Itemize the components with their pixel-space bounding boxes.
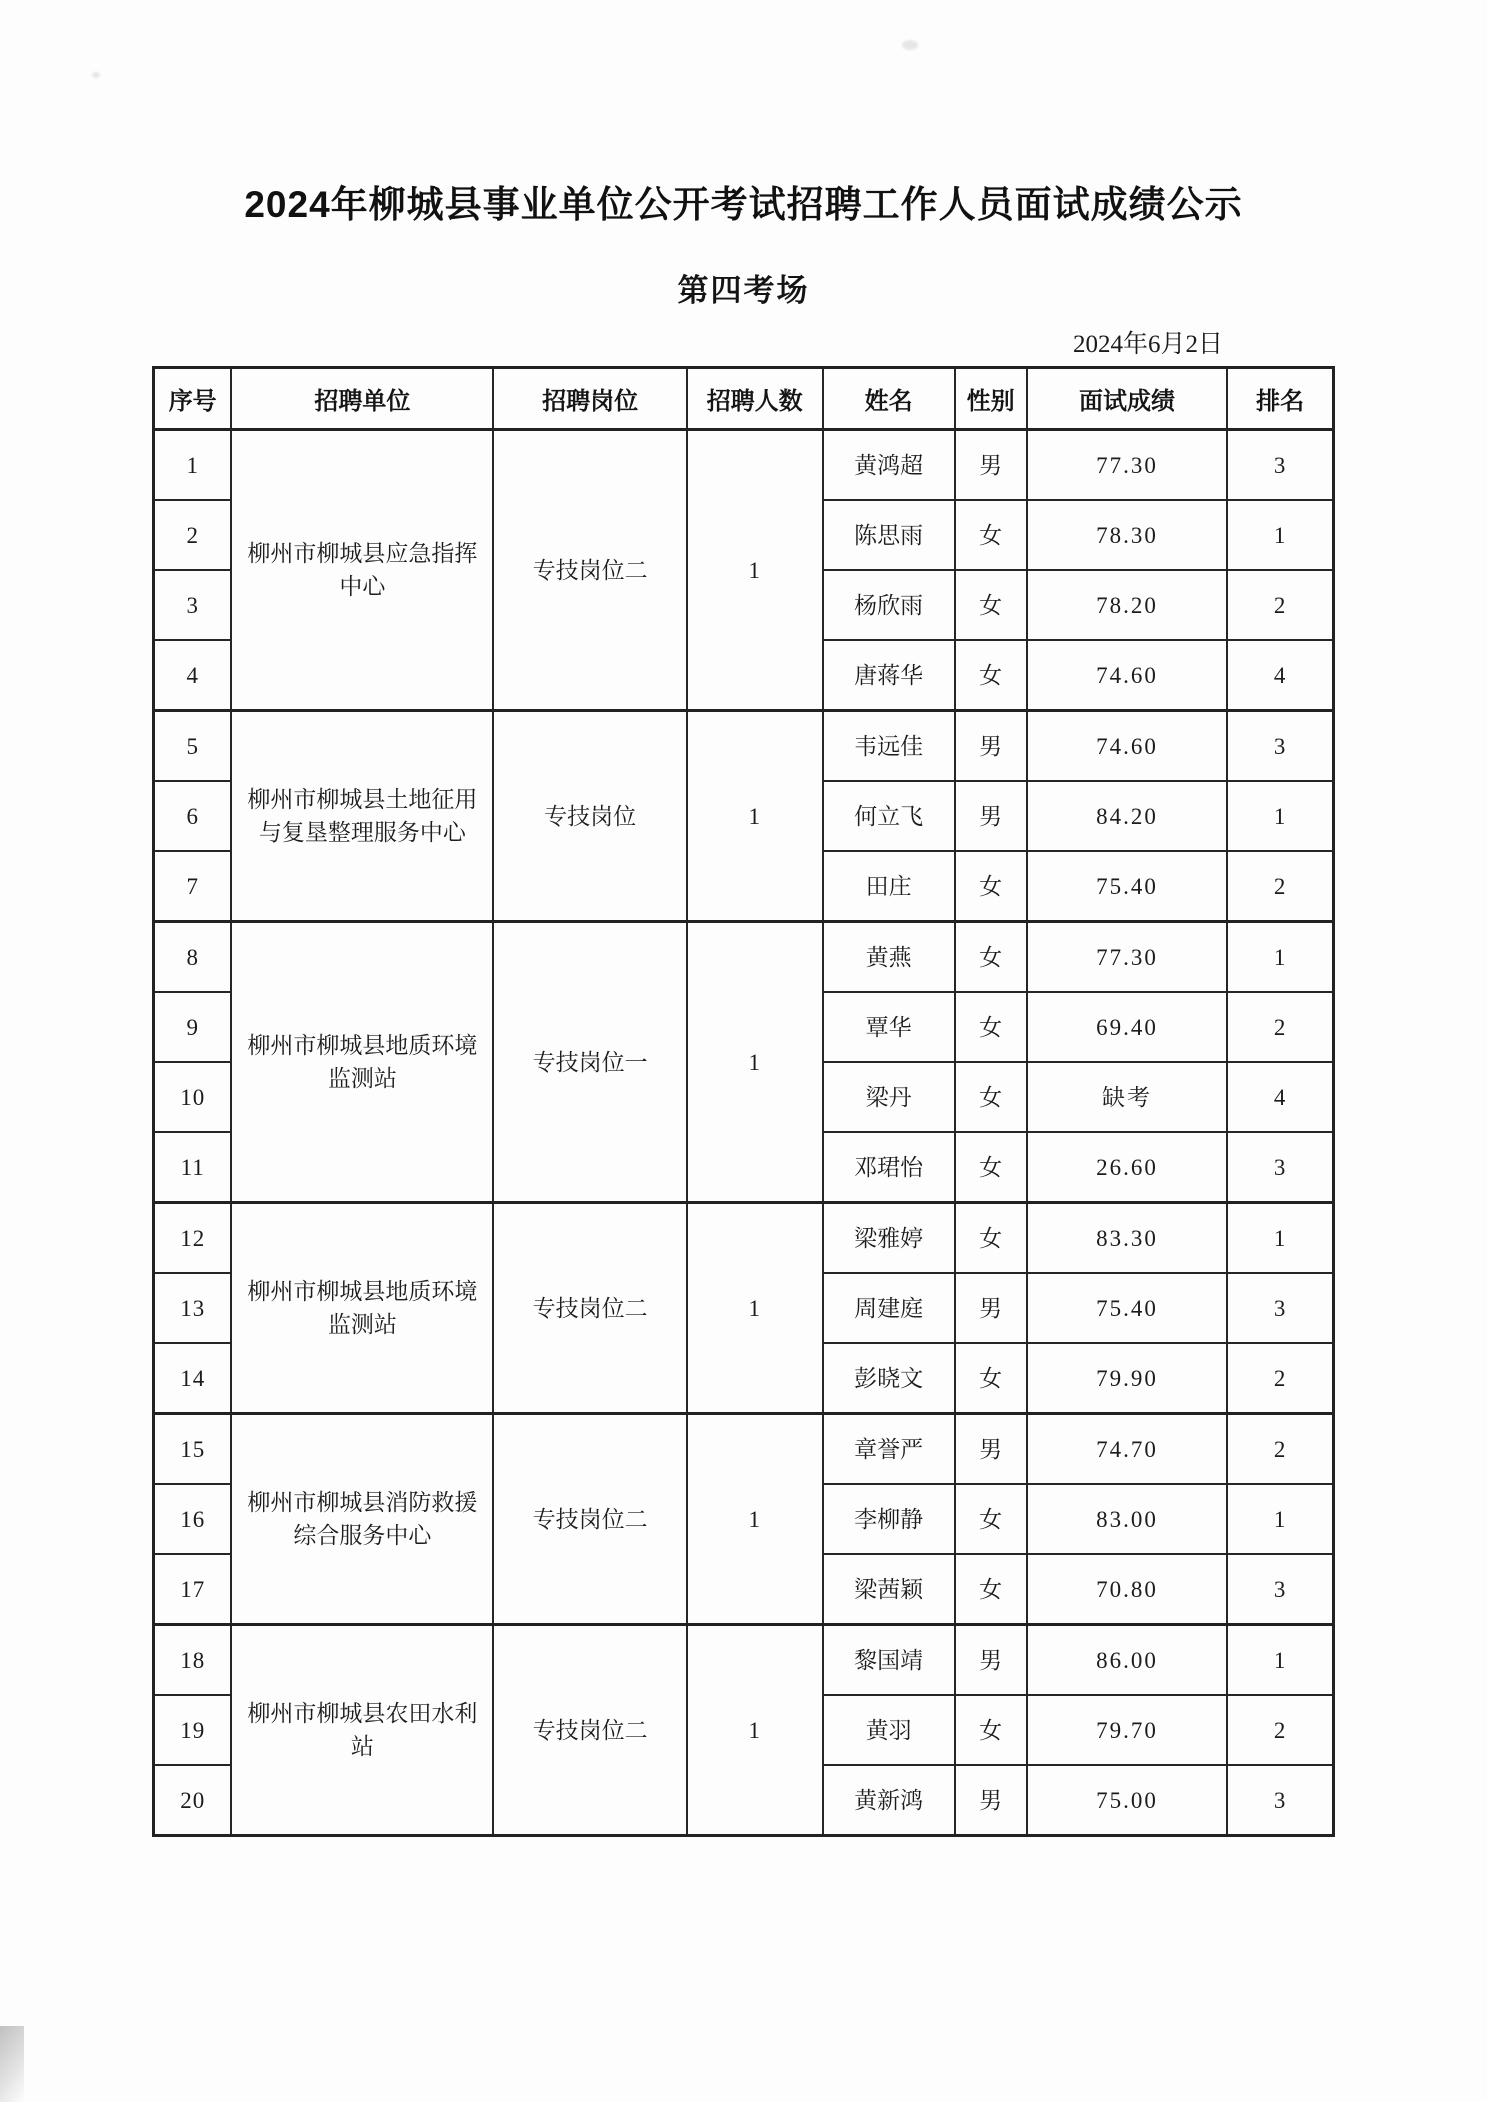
cell-rank: 1 — [1227, 781, 1333, 851]
cell-recruiting-unit: 柳州市柳城县地质环境监测站 — [231, 1203, 493, 1414]
cell-interview-score: 75.40 — [1027, 851, 1228, 922]
cell-rank: 1 — [1227, 1203, 1333, 1274]
cell-candidate-name: 黎国靖 — [823, 1625, 955, 1696]
cell-interview-score: 75.00 — [1027, 1765, 1228, 1836]
cell-gender: 女 — [955, 1203, 1027, 1274]
cell-candidate-name: 邓珺怡 — [823, 1132, 955, 1203]
cell-recruiting-unit: 柳州市柳城县消防救援综合服务中心 — [231, 1414, 493, 1625]
cell-rank: 1 — [1227, 922, 1333, 993]
cell-candidate-name: 黄鸿超 — [823, 430, 955, 501]
cell-candidate-name: 何立飞 — [823, 781, 955, 851]
cell-candidate-name: 黄羽 — [823, 1695, 955, 1765]
cell-gender: 男 — [955, 1765, 1027, 1836]
cell-rank: 3 — [1227, 1554, 1333, 1625]
cell-gender: 女 — [955, 1484, 1027, 1554]
cell-rank: 2 — [1227, 1414, 1333, 1485]
cell-rank: 3 — [1227, 430, 1333, 501]
cell-recruiting-unit: 柳州市柳城县应急指挥中心 — [231, 430, 493, 711]
cell-index: 4 — [154, 640, 232, 711]
cell-position: 专技岗位一 — [493, 922, 687, 1203]
cell-index: 11 — [154, 1132, 232, 1203]
cell-index: 3 — [154, 570, 232, 640]
cell-candidate-name: 梁丹 — [823, 1062, 955, 1132]
cell-index: 6 — [154, 781, 232, 851]
col-header-name: 姓名 — [823, 368, 955, 430]
cell-gender: 女 — [955, 992, 1027, 1062]
cell-interview-score: 26.60 — [1027, 1132, 1228, 1203]
table-row — [154, 711, 1334, 782]
cell-index: 13 — [154, 1273, 232, 1343]
cell-index: 8 — [154, 922, 232, 993]
cell-gender: 女 — [955, 851, 1027, 922]
document-page — [152, 0, 1335, 1837]
col-header-openings: 招聘人数 — [687, 368, 823, 430]
table-row — [154, 430, 1334, 501]
cell-openings: 1 — [687, 1625, 823, 1836]
cell-index: 9 — [154, 992, 232, 1062]
cell-recruiting-unit: 柳州市柳城县土地征用与复垦整理服务中心 — [231, 711, 493, 922]
col-header-index: 序号 — [154, 368, 232, 430]
table-row — [154, 1414, 1334, 1485]
cell-rank: 3 — [1227, 1132, 1333, 1203]
cell-index: 12 — [154, 1203, 232, 1274]
cell-recruiting-unit: 柳州市柳城县农田水利站 — [231, 1625, 493, 1836]
cell-openings: 1 — [687, 1414, 823, 1625]
col-header-rank: 排名 — [1227, 368, 1333, 430]
cell-candidate-name: 唐蒋华 — [823, 640, 955, 711]
cell-candidate-name: 陈思雨 — [823, 500, 955, 570]
cell-candidate-name: 田庄 — [823, 851, 955, 922]
cell-interview-score: 69.40 — [1027, 992, 1228, 1062]
cell-candidate-name: 覃华 — [823, 992, 955, 1062]
cell-index: 17 — [154, 1554, 232, 1625]
cell-index: 5 — [154, 711, 232, 782]
exam-room-subtitle: 第四考场 — [677, 273, 810, 309]
cell-index: 18 — [154, 1625, 232, 1696]
cell-interview-score: 74.60 — [1027, 711, 1228, 782]
cell-rank: 1 — [1227, 1484, 1333, 1554]
cell-index: 19 — [154, 1695, 232, 1765]
cell-openings: 1 — [687, 922, 823, 1203]
cell-interview-score: 74.70 — [1027, 1414, 1228, 1485]
cell-index: 10 — [154, 1062, 232, 1132]
cell-rank: 2 — [1227, 1343, 1333, 1414]
table-body — [154, 430, 1334, 1836]
cell-candidate-name: 彭晓文 — [823, 1343, 955, 1414]
cell-interview-score: 79.90 — [1027, 1343, 1228, 1414]
cell-gender: 女 — [955, 1343, 1027, 1414]
page-title: 2024年柳城县事业单位公开考试招聘工作人员面试成绩公示 — [244, 184, 1243, 225]
header-row — [154, 368, 1334, 430]
table-row — [154, 1203, 1334, 1274]
table-row — [154, 1625, 1334, 1696]
cell-recruiting-unit: 柳州市柳城县地质环境监测站 — [231, 922, 493, 1203]
cell-rank: 3 — [1227, 1273, 1333, 1343]
cell-openings: 1 — [687, 430, 823, 711]
cell-rank: 2 — [1227, 851, 1333, 922]
cell-position: 专技岗位二 — [493, 1414, 687, 1625]
cell-interview-score: 79.70 — [1027, 1695, 1228, 1765]
cell-interview-score: 74.60 — [1027, 640, 1228, 711]
cell-rank: 1 — [1227, 500, 1333, 570]
col-header-score: 面试成绩 — [1027, 368, 1228, 430]
cell-index: 20 — [154, 1765, 232, 1836]
cell-interview-score: 77.30 — [1027, 430, 1228, 501]
cell-interview-score: 83.30 — [1027, 1203, 1228, 1274]
cell-rank: 4 — [1227, 1062, 1333, 1132]
cell-candidate-name: 黄燕 — [823, 922, 955, 993]
cell-candidate-name: 周建庭 — [823, 1273, 955, 1343]
cell-candidate-name: 黄新鸿 — [823, 1765, 955, 1836]
cell-index: 16 — [154, 1484, 232, 1554]
cell-index: 7 — [154, 851, 232, 922]
cell-interview-score: 75.40 — [1027, 1273, 1228, 1343]
cell-candidate-name: 梁雅婷 — [823, 1203, 955, 1274]
publish-date: 2024年6月2日 — [1072, 331, 1223, 359]
cell-gender: 女 — [955, 500, 1027, 570]
cell-interview-score: 78.20 — [1027, 570, 1228, 640]
cell-interview-score: 缺考 — [1027, 1062, 1228, 1132]
cell-gender: 女 — [955, 1695, 1027, 1765]
cell-gender: 女 — [955, 1132, 1027, 1203]
table-header — [154, 368, 1334, 430]
cell-gender: 男 — [955, 430, 1027, 501]
cell-interview-score: 78.30 — [1027, 500, 1228, 570]
cell-rank: 3 — [1227, 1765, 1333, 1836]
col-header-unit: 招聘单位 — [231, 368, 493, 430]
cell-rank: 2 — [1227, 992, 1333, 1062]
cell-candidate-name: 韦远佳 — [823, 711, 955, 782]
cell-openings: 1 — [687, 1203, 823, 1414]
cell-candidate-name: 章誉严 — [823, 1414, 955, 1485]
cell-interview-score: 83.00 — [1027, 1484, 1228, 1554]
cell-interview-score: 84.20 — [1027, 781, 1228, 851]
cell-gender: 男 — [955, 711, 1027, 782]
cell-index: 15 — [154, 1414, 232, 1485]
cell-candidate-name: 杨欣雨 — [823, 570, 955, 640]
cell-index: 2 — [154, 500, 232, 570]
cell-position: 专技岗位二 — [493, 1625, 687, 1836]
scan-artifact-corner — [0, 2026, 24, 2102]
cell-rank: 2 — [1227, 570, 1333, 640]
cell-gender: 男 — [955, 1625, 1027, 1696]
cell-gender: 男 — [955, 1414, 1027, 1485]
cell-gender: 女 — [955, 570, 1027, 640]
cell-rank: 3 — [1227, 711, 1333, 782]
cell-interview-score: 77.30 — [1027, 922, 1228, 993]
cell-gender: 男 — [955, 781, 1027, 851]
scan-artifact-speck — [902, 40, 918, 50]
cell-position: 专技岗位 — [493, 711, 687, 922]
cell-gender: 女 — [955, 1062, 1027, 1132]
cell-interview-score: 86.00 — [1027, 1625, 1228, 1696]
cell-gender: 男 — [955, 1273, 1027, 1343]
cell-position: 专技岗位二 — [493, 430, 687, 711]
cell-gender: 女 — [955, 1554, 1027, 1625]
cell-rank: 4 — [1227, 640, 1333, 711]
col-header-position: 招聘岗位 — [493, 368, 687, 430]
cell-rank: 2 — [1227, 1695, 1333, 1765]
cell-candidate-name: 李柳静 — [823, 1484, 955, 1554]
col-header-gender: 性别 — [955, 368, 1027, 430]
scan-artifact-speck — [92, 72, 100, 78]
cell-index: 1 — [154, 430, 232, 501]
cell-interview-score: 70.80 — [1027, 1554, 1228, 1625]
cell-position: 专技岗位二 — [493, 1203, 687, 1414]
cell-openings: 1 — [687, 711, 823, 922]
cell-gender: 女 — [955, 640, 1027, 711]
interview-score-table — [152, 366, 1335, 1837]
cell-gender: 女 — [955, 922, 1027, 993]
table-row — [154, 922, 1334, 993]
cell-candidate-name: 梁茜颖 — [823, 1554, 955, 1625]
cell-index: 14 — [154, 1343, 232, 1414]
cell-rank: 1 — [1227, 1625, 1333, 1696]
